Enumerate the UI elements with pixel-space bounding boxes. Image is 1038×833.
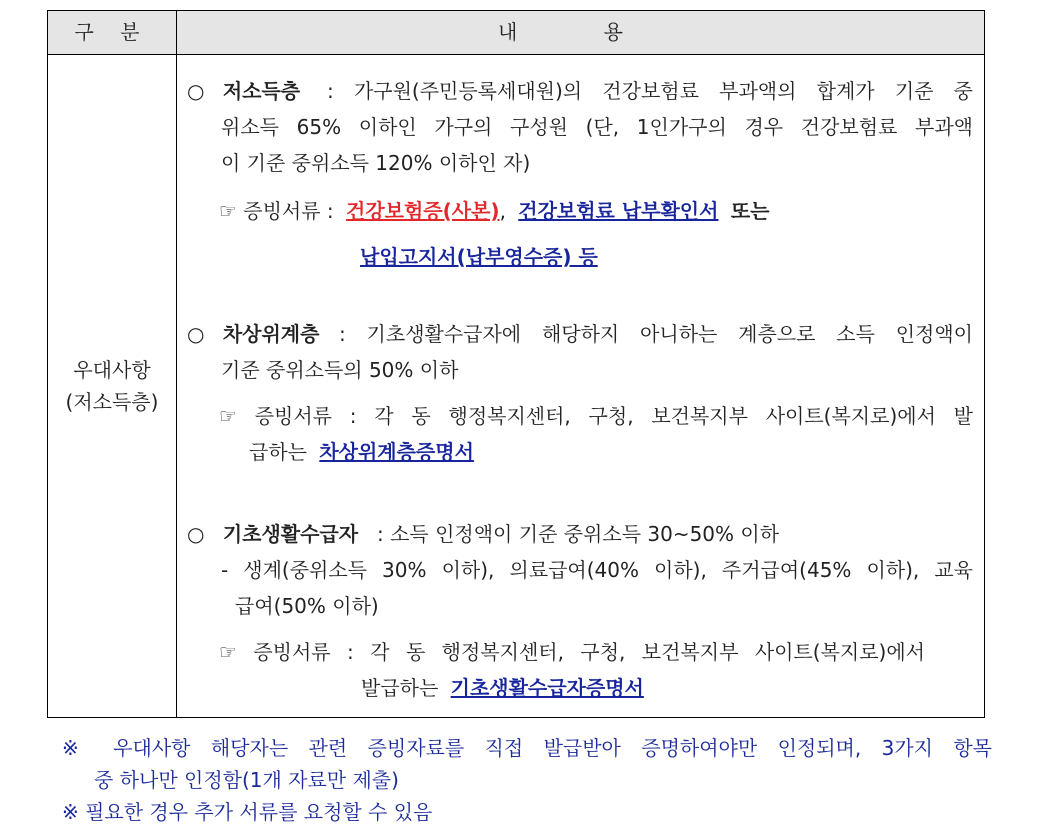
- basic-livelihood-certificate: 기초생활수급자증명서: [450, 676, 644, 700]
- low-income-proof-row: [219, 195, 769, 224]
- content-cell: [177, 55, 984, 717]
- near-poor-title: 차상위계층: [222, 322, 320, 346]
- near-poor-proof-row2: [249, 436, 474, 465]
- issued-by-text: 발급하는: [361, 676, 439, 700]
- near-poor-proof-line1: ☞ 증빙서류 : 각 동 행정복지센터, 구청, 보건복지부 사이트(복지로)에서 발: [219, 404, 973, 428]
- low-income-line1: : 가구원(주민등록세대원)의 건강보험료 부과액의 합계가 기준 중: [327, 79, 973, 103]
- basic-livelihood-title: 기초생활수급자: [222, 522, 359, 546]
- note-1-line2: 중 하나만 인정함(1개 자료만 제출): [94, 768, 399, 792]
- low-income-proof-row2: [360, 241, 598, 270]
- basic-livelihood-proof-row2: [361, 672, 644, 701]
- near-poor-line2: 기준 중위소득의 50% 이하: [221, 358, 459, 382]
- health-card-doc: 건강보험증(사본): [346, 199, 500, 223]
- near-poor-title-row: [187, 318, 319, 347]
- basic-livelihood-line2: - 생계(중위소득 30% 이하), 의료급여(40% 이하), 주거급여(45% 이하), 교육: [221, 558, 973, 582]
- category-cell: [48, 55, 176, 717]
- near-poor-certificate: 차상위계층증명서: [319, 440, 474, 464]
- basic-livelihood-line1: : 소득 인정액이 기준 중위소득 30~50% 이하: [377, 522, 780, 546]
- issued-by-text: 급하는: [249, 440, 307, 464]
- bullet-icon: ○: [187, 322, 205, 346]
- category-label: 우대사항: [73, 358, 151, 382]
- low-income-title-row: [187, 75, 300, 104]
- low-income-line3: 이 기준 중위소득 120% 이하인 자): [221, 151, 531, 175]
- low-income-title: 저소득층: [222, 79, 301, 103]
- or-text: 또는: [730, 199, 770, 223]
- basic-livelihood-title-row: [187, 518, 358, 547]
- basic-livelihood-proof-line1: ☞ 증빙서류 : 각 동 행정복지센터, 구청, 보건복지부 사이트(복지로)에서: [219, 640, 925, 664]
- low-income-line2: 위소득 65% 이하인 가구의 구성원 (단, 1인가구의 경우 건강보험료 부과액: [221, 115, 973, 139]
- basic-livelihood-line3: 급여(50% 이하): [235, 594, 379, 618]
- payment-notice-doc: 납입고지서(납부영수증) 등: [360, 245, 598, 269]
- note-1-line1: ※ 우대사항 해당자는 관련 증빙자료를 직접 발급받아 증명하여야만 인정되며, 3가지 항목: [62, 736, 992, 760]
- note-2: ※ 필요한 경우 추가 서류를 요청할 수 있음: [62, 800, 433, 824]
- table-header: [48, 11, 984, 55]
- bullet-icon: ○: [187, 79, 205, 103]
- comma: ,: [499, 199, 506, 223]
- header-category: 구 분: [74, 20, 150, 44]
- eligibility-table: [47, 10, 985, 718]
- bullet-icon: ○: [187, 522, 205, 546]
- premium-payment-doc: 건강보험료 납부확인서: [518, 199, 719, 223]
- category-sublabel: (저소득층): [65, 390, 159, 414]
- header-content: 내 용: [498, 20, 663, 44]
- proof-label: ☞ 증빙서류 :: [219, 199, 334, 223]
- near-poor-line1: : 기초생활수급자에 해당하지 아니하는 계층으로 소득 인정액이: [339, 322, 973, 346]
